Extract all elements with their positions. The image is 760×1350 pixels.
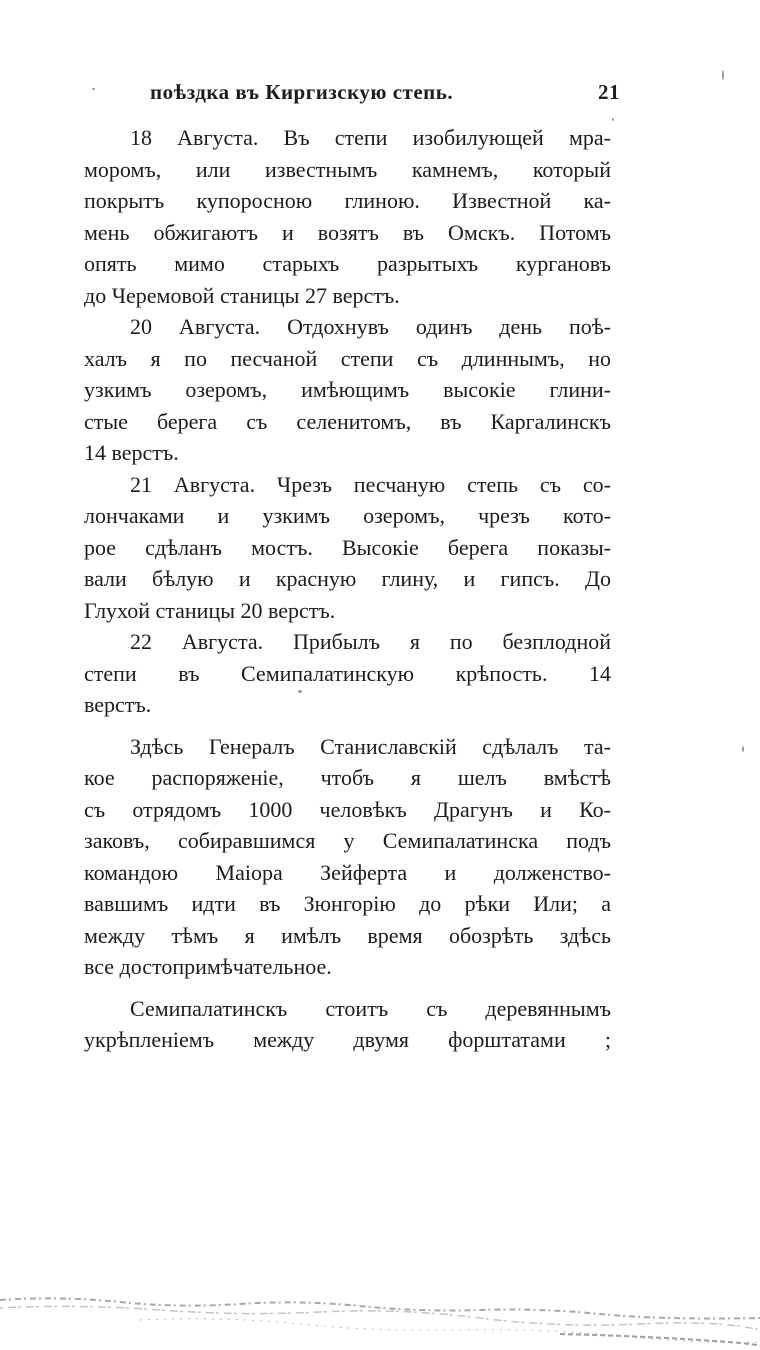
ink-speck <box>722 70 724 80</box>
text-line: 14 верстъ. <box>84 440 179 465</box>
ink-speck <box>298 690 302 693</box>
text-line: узкимъ озеромъ, имѣющимъ высокіе глини- <box>84 377 611 402</box>
paragraph-semipalatinsk <box>84 993 611 1056</box>
body-text <box>84 122 611 1056</box>
text-line: халъ я по песчаной степи съ длиннымъ, но <box>84 345 611 371</box>
text-line: 18 Августа. Въ степи изобилующей мра- <box>130 125 611 150</box>
worn-edge-line <box>560 1334 760 1346</box>
text-line: моромъ, или известнымъ камнемъ, который <box>84 156 611 182</box>
text-line: вавшимъ идти въ Зюнгорію до рѣки Или; а <box>84 891 611 916</box>
paragraph-aug-20 <box>84 311 611 469</box>
paragraph-aug-21 <box>84 469 611 627</box>
text-line: 21 Августа. Чрезъ песчаную степь съ со- <box>130 471 611 497</box>
paragraph-aug-22 <box>84 626 611 721</box>
text-line: между тѣмъ я имѣлъ время обозрѣть здѣсь <box>84 922 611 948</box>
text-line: верстъ. <box>84 692 152 717</box>
page-bottom-edge <box>0 1290 760 1350</box>
text-line: покрытъ купоросною глиною. Известной ка- <box>84 188 611 213</box>
text-line: степи въ Семипалатинскую крѣпость. 14 <box>84 660 611 686</box>
text-line: опять мимо старыхъ разрытыхъ кургановъ <box>84 251 611 276</box>
worn-edge-line <box>0 1306 760 1330</box>
text-line: командою Маіора Зейферта и долженство- <box>84 859 611 885</box>
running-head: поѣздка въ Киргизскую степь. <box>150 80 454 104</box>
text-line: Семипалатинскъ стоитъ съ деревяннымъ <box>130 995 611 1021</box>
text-line: Здѣсь Генералъ Станиславскій сдѣлалъ та- <box>130 733 611 759</box>
text-line: до Черемовой станицы 27 верстъ. <box>84 282 400 308</box>
page-number: 21 <box>598 80 620 104</box>
text-line: съ отрядомъ 1000 человѣкъ Драгунъ и Ко- <box>84 796 611 822</box>
paragraph-general-stanislavsky <box>84 731 611 983</box>
text-line: укрѣпленіемъ между двумя форштатами ; <box>84 1027 611 1052</box>
worn-edge-line <box>0 1298 760 1318</box>
text-line: все достопримѣчательное. <box>84 954 332 979</box>
page-header <box>150 80 620 110</box>
text-line: лончаками и узкимъ озеромъ, чрезъ кото- <box>84 503 611 528</box>
text-line: вали бѣлую и красную глину, и гипсъ. До <box>84 566 611 591</box>
text-line: стые берега съ селенитомъ, въ Каргалинскъ <box>84 408 611 434</box>
ink-speck <box>742 746 744 752</box>
ink-speck <box>612 118 614 121</box>
text-line: рое сдѣланъ мостъ. Высокіе берега показы- <box>84 534 611 560</box>
text-line: кое распоряженіе, чтобъ я шелъ вмѣстѣ <box>84 765 611 790</box>
text-line: 20 Августа. Отдохнувъ одинъ день поѣ- <box>130 314 611 339</box>
text-line: 22 Августа. Прибылъ я по безплодной <box>130 629 611 654</box>
text-line: заковъ, собиравшимся у Семипалатинска подъ <box>84 828 611 853</box>
text-line: Глухой станицы 20 верстъ. <box>84 597 336 623</box>
text-line: мень обжигаютъ и возятъ въ Омскъ. Потомъ <box>84 219 611 245</box>
ink-speck <box>92 88 95 90</box>
paragraph-aug-18 <box>84 122 611 311</box>
